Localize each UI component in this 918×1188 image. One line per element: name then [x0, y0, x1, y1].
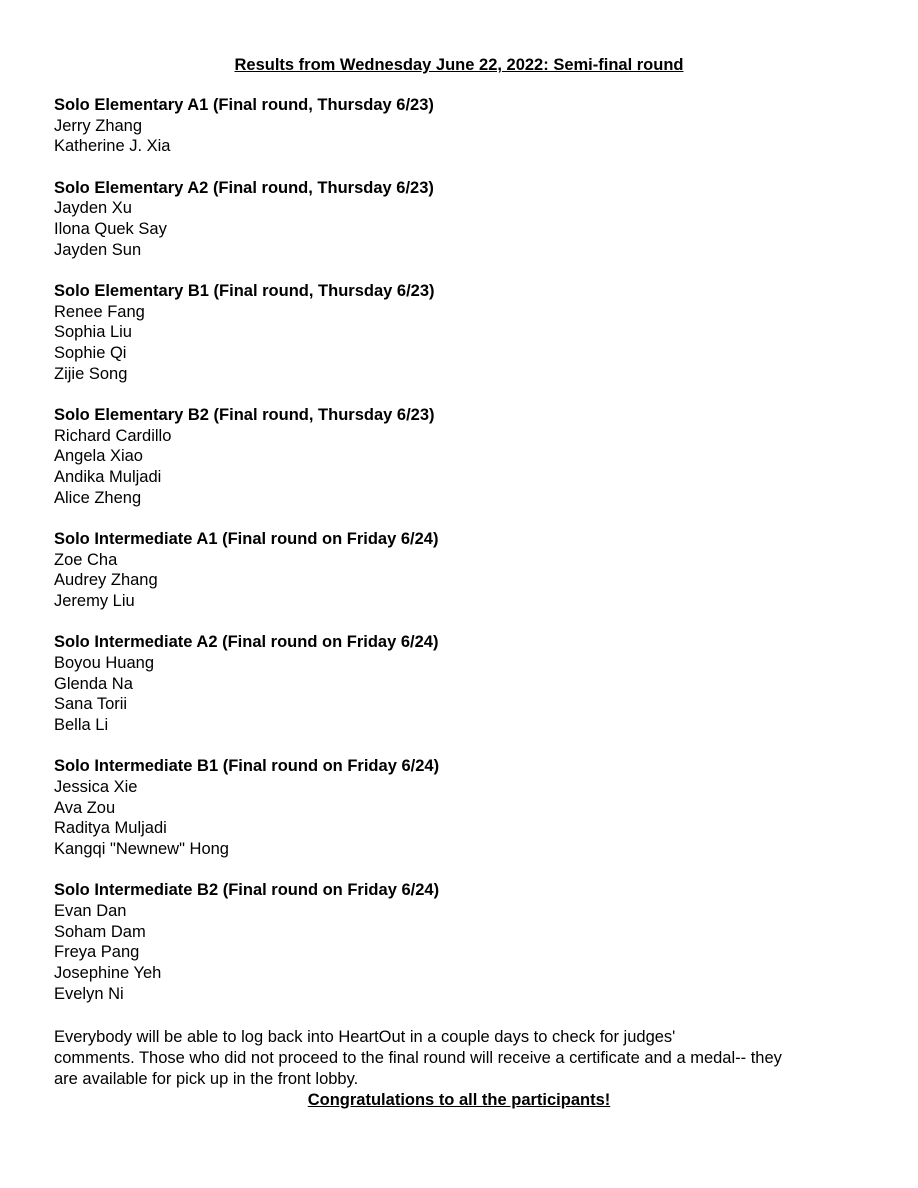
finalist-name: Kangqi "Newnew" Hong	[54, 840, 229, 859]
result-section	[54, 95, 874, 157]
result-section	[54, 880, 874, 1004]
finalist-name: Evan Dan	[54, 902, 127, 920]
finalist-name: Alice Zheng	[54, 488, 142, 507]
finalist-name: Jayden Sun	[54, 240, 142, 259]
section-heading: Solo Intermediate B1 (Final round on Friday 6/24)	[54, 757, 440, 776]
finalist-name: Richard Cardillo	[54, 426, 172, 445]
finalist-name: Bella Li	[54, 716, 109, 735]
finalist-name: Glenda Na	[54, 674, 133, 693]
finalist-name: Sophia Liu	[54, 323, 132, 342]
finalist-name: Freya Pang	[54, 943, 140, 962]
finalist-name: Sophie Qi	[54, 344, 127, 363]
section-heading: Solo Intermediate A2 (Final round on Friday 6/24)	[54, 633, 439, 652]
result-section	[54, 178, 874, 261]
finalist-name: Jeremy Liu	[54, 592, 135, 611]
finalist-name: Zoe Cha	[54, 550, 118, 569]
finalist-list	[54, 198, 874, 260]
finalist-name: Angela Xiao	[54, 447, 143, 466]
section-heading: Solo Intermediate B2 (Final round on Friday 6/24)	[54, 881, 440, 900]
finalist-name: Jessica Xie	[54, 777, 138, 796]
finalist-list	[54, 116, 874, 157]
result-section	[54, 281, 874, 385]
finalist-name: Zijie Song	[54, 364, 128, 383]
results-sections	[54, 95, 874, 1025]
notice-line: are available for pick up in the front lobby.	[54, 1070, 359, 1088]
finalist-name: Audrey Zhang	[54, 571, 158, 590]
finalist-name: Sana Torii	[54, 695, 128, 714]
result-section	[54, 405, 874, 509]
finalist-name: Evelyn Ni	[54, 984, 124, 1003]
finalist-name: Andika Muljadi	[54, 468, 162, 487]
result-section	[54, 632, 874, 736]
finalist-name: Ava Zou	[54, 798, 116, 817]
finalist-name: Katherine J. Xia	[54, 137, 171, 156]
finalist-list	[54, 653, 874, 736]
section-heading: Solo Elementary A1 (Final round, Thursday 6/23)	[54, 96, 434, 114]
section-heading: Solo Intermediate A1 (Final round on Friday 6/24)	[54, 529, 439, 548]
finalist-name: Soham Dam	[54, 922, 146, 941]
notice-paragraph	[54, 1027, 874, 1090]
finalist-list	[54, 777, 874, 860]
finalist-list	[54, 550, 874, 612]
finalist-list	[54, 901, 874, 1005]
finalist-name: Boyou Huang	[54, 653, 154, 672]
notice-line: Everybody will be able to log back into HeartOut in a couple days to check for judges'	[54, 1028, 676, 1046]
finalist-list	[54, 426, 874, 509]
finalist-name: Jayden Xu	[54, 199, 132, 218]
section-heading: Solo Elementary B2 (Final round, Thursday 6/23)	[54, 405, 435, 424]
finalist-name: Renee Fang	[54, 302, 145, 321]
finalist-name: Jerry Zhang	[54, 116, 143, 135]
notice-line: comments. Those who did not proceed to the final round will receive a certificate and a medal-- they	[54, 1049, 782, 1067]
finalist-list	[54, 302, 874, 385]
result-section	[54, 529, 874, 612]
finalist-name: Ilona Quek Say	[54, 220, 167, 239]
result-section	[54, 756, 874, 860]
document-title: Results from Wednesday June 22, 2022: Semi-final round	[234, 56, 684, 74]
finalist-name: Raditya Muljadi	[54, 819, 167, 838]
finalist-name: Josephine Yeh	[54, 964, 162, 983]
section-heading: Solo Elementary A2 (Final round, Thursday 6/23)	[54, 178, 434, 197]
section-heading: Solo Elementary B1 (Final round, Thursday 6/23)	[54, 281, 435, 300]
closing-message: Congratulations to all the participants!	[307, 1091, 611, 1109]
